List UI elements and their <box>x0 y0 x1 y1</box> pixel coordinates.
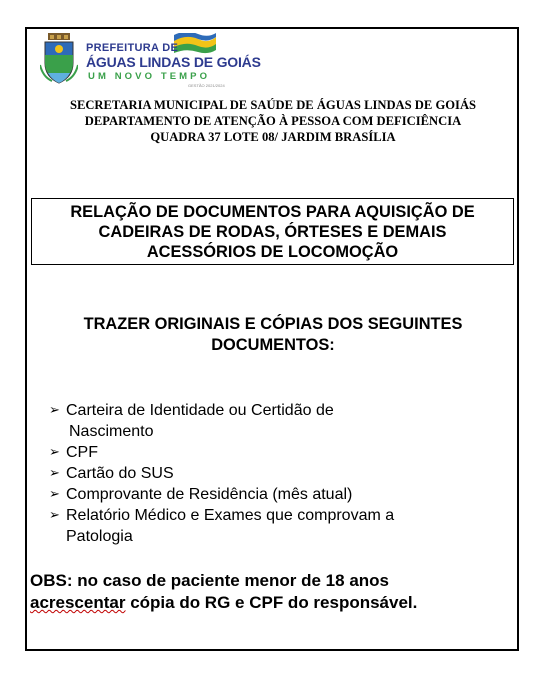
observation-note <box>30 570 510 614</box>
obs-line: OBS: no caso de paciente menor de 18 anos <box>30 571 389 590</box>
city-crest-icon <box>40 33 78 85</box>
list-item <box>49 505 509 547</box>
instructions-heading <box>30 314 516 356</box>
obs-line <box>30 592 510 614</box>
document-title <box>31 198 514 265</box>
header-line: DEPARTAMENTO DE ATENÇÃO À PESSOA COM DEFICIÊNCIA <box>84 114 462 128</box>
arrow-bullet-icon: ➢ <box>49 466 60 481</box>
list-item-text: Carteira de Identidade ou Certidão de <box>66 402 334 419</box>
department-header <box>30 97 516 145</box>
arrow-bullet-icon: ➢ <box>49 508 60 523</box>
list-item-text: Nascimento <box>69 423 154 440</box>
arrow-bullet-icon: ➢ <box>49 445 60 460</box>
list-item-text: Patologia <box>66 528 133 545</box>
required-documents-list <box>49 400 509 547</box>
obs-spellcheck-word: acrescentar <box>30 593 126 612</box>
list-item-text: Comprovante de Residência (mês atual) <box>66 486 353 503</box>
header-line: SECRETARIA MUNICIPAL DE SAÚDE DE ÁGUAS LINDAS DE GOIÁS <box>69 98 477 112</box>
arrow-bullet-icon: ➢ <box>49 403 60 418</box>
logo-text-gestao: GESTÃO 2021/2024 <box>188 83 225 88</box>
list-item <box>49 400 509 442</box>
subtitle-line: DOCUMENTOS: <box>211 336 335 354</box>
list-item <box>49 442 509 463</box>
wave-flag-icon <box>172 33 218 55</box>
logo-text-prefeitura: PREFEITURA DE <box>86 42 179 54</box>
list-item-text: Relatório Médico e Exames que comprovam a <box>66 507 395 524</box>
logo-text-slogan: UM NOVO TEMPO <box>88 71 211 82</box>
list-item <box>49 484 509 505</box>
arrow-bullet-icon: ➢ <box>49 487 60 502</box>
list-item-text: Cartão do SUS <box>66 465 174 482</box>
header-line: QUADRA 37 LOTE 08/ JARDIM BRASÍLIA <box>150 130 396 144</box>
list-item <box>49 463 509 484</box>
title-line: ACESSÓRIOS DE LOCOMOÇÃO <box>146 243 399 261</box>
title-line: CADEIRAS DE RODAS, ÓRTESES E DEMAIS <box>98 223 447 241</box>
obs-line-rest: cópia do RG e CPF do responsável. <box>125 593 418 612</box>
logo-text-city: ÁGUAS LINDAS DE GOIÁS <box>86 54 261 70</box>
title-line: RELAÇÃO DE DOCUMENTOS PARA AQUISIÇÃO DE <box>70 203 475 221</box>
list-item-text: CPF <box>66 444 98 461</box>
subtitle-line: TRAZER ORIGINAIS E CÓPIAS DOS SEGUINTES <box>83 315 463 333</box>
prefeitura-logo <box>40 33 261 89</box>
